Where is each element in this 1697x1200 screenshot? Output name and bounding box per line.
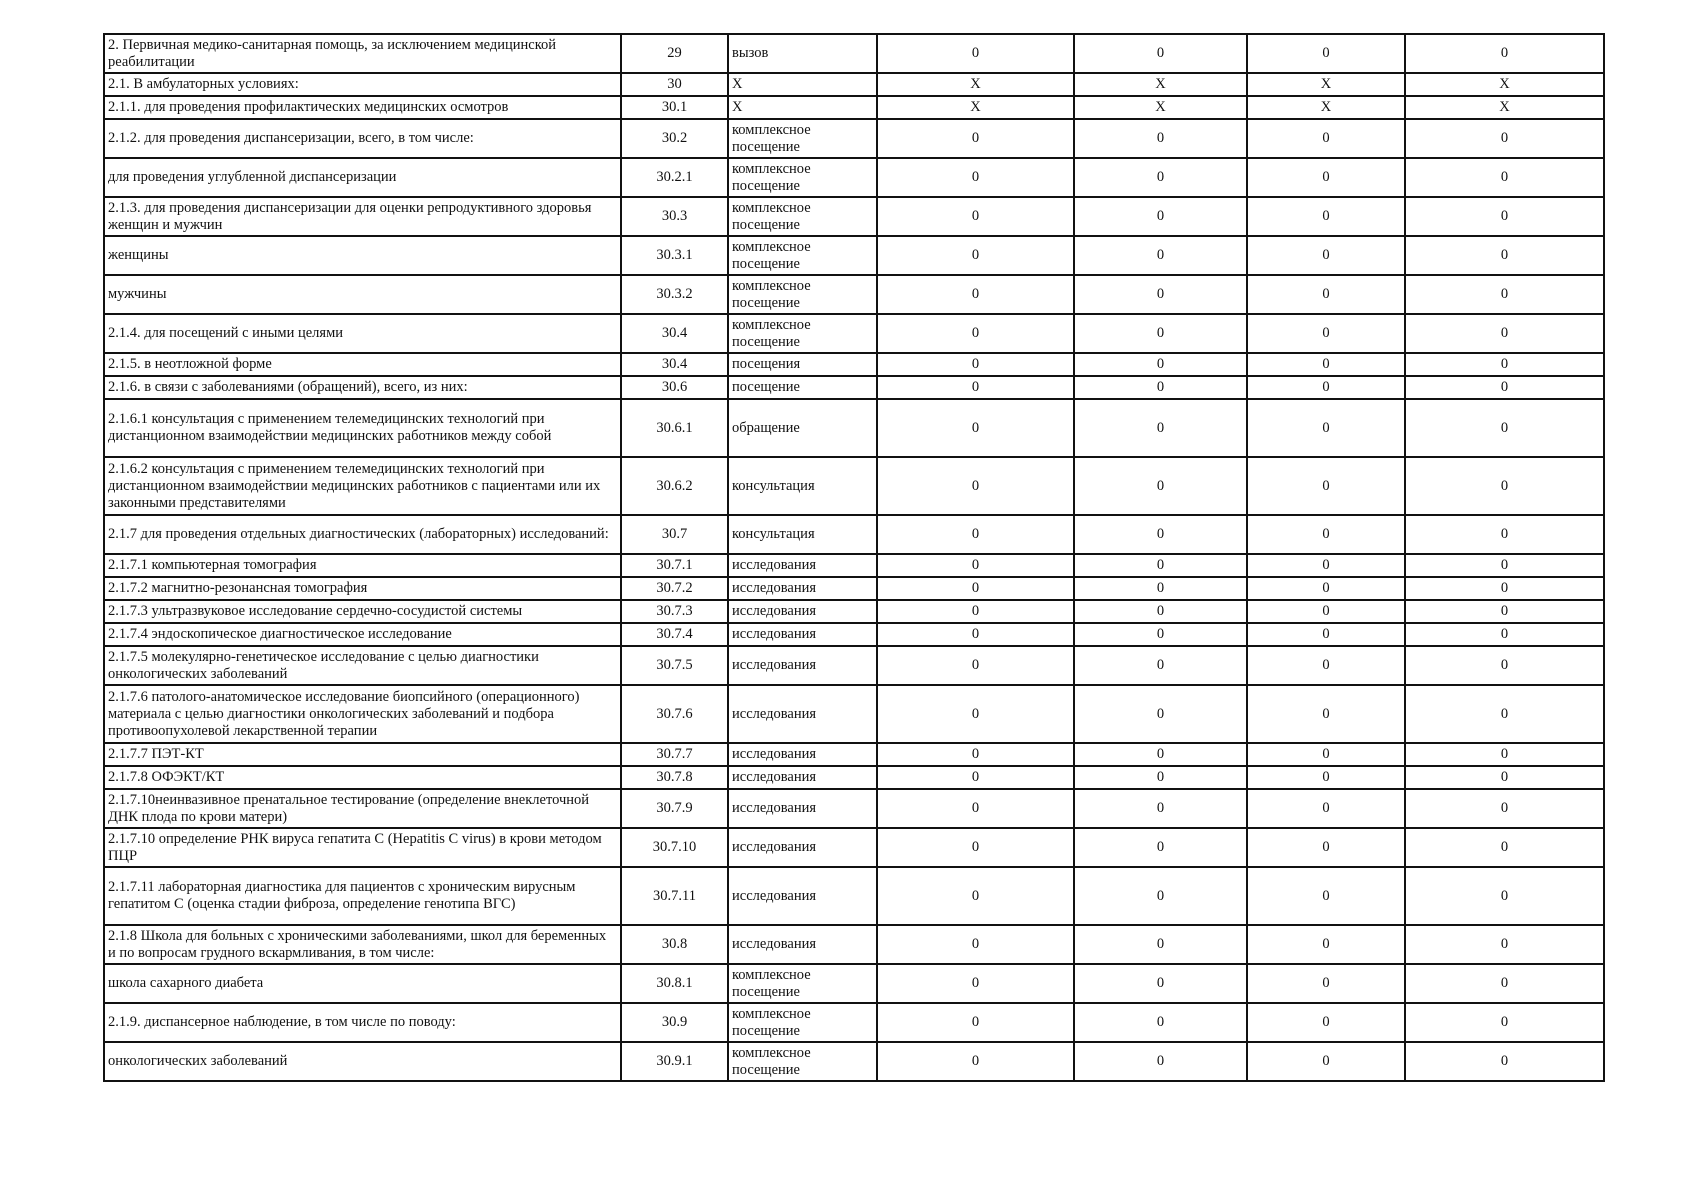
unit-cell: вызов	[728, 34, 877, 73]
value-cell: 0	[1247, 577, 1405, 600]
row-code-cell: 30.4	[621, 314, 728, 353]
value-cell: 0	[1074, 197, 1247, 236]
value-cell: 0	[1247, 158, 1405, 197]
unit-cell: исследования	[728, 554, 877, 577]
value-cell: 0	[1074, 828, 1247, 867]
table-row	[104, 457, 1604, 515]
value-cell: 0	[877, 158, 1074, 197]
value-cell: 0	[1247, 646, 1405, 685]
row-code-cell: 30.7.4	[621, 623, 728, 646]
value-cell: 0	[1405, 685, 1604, 743]
indicator-name-cell: 2.1.7.4 эндоскопическое диагностическое исследование	[104, 623, 621, 646]
value-cell: 0	[1405, 1042, 1604, 1081]
table-row	[104, 623, 1604, 646]
table-row	[104, 789, 1604, 828]
value-cell: 0	[1247, 457, 1405, 515]
indicator-name-cell: 2.1.7.1 компьютерная томография	[104, 554, 621, 577]
row-code-cell: 30.7.5	[621, 646, 728, 685]
value-cell: 0	[1074, 600, 1247, 623]
value-cell: 0	[877, 1042, 1074, 1081]
unit-cell: консультация	[728, 457, 877, 515]
value-cell: 0	[1074, 867, 1247, 925]
value-cell: X	[1405, 96, 1604, 119]
indicator-name-cell: для проведения углубленной диспансеризации	[104, 158, 621, 197]
indicator-name-cell: 2.1.6. в связи с заболеваниями (обращений), всего, из них:	[104, 376, 621, 399]
value-cell: 0	[1405, 457, 1604, 515]
report-table	[103, 33, 1605, 1082]
value-cell: 0	[1405, 119, 1604, 158]
value-cell: 0	[1405, 789, 1604, 828]
unit-cell: комплексное посещение	[728, 1003, 877, 1042]
row-code-cell: 30.7.6	[621, 685, 728, 743]
value-cell: X	[1247, 73, 1405, 96]
row-code-cell: 30.8	[621, 925, 728, 964]
value-cell: 0	[1247, 554, 1405, 577]
value-cell: 0	[877, 457, 1074, 515]
row-code-cell: 30.4	[621, 353, 728, 376]
value-cell: 0	[1405, 275, 1604, 314]
value-cell: 0	[1247, 789, 1405, 828]
value-cell: 0	[1405, 867, 1604, 925]
value-cell: X	[877, 73, 1074, 96]
value-cell: 0	[877, 314, 1074, 353]
row-code-cell: 30.7.11	[621, 867, 728, 925]
value-cell: X	[1405, 73, 1604, 96]
table-row	[104, 766, 1604, 789]
row-code-cell: 30.8.1	[621, 964, 728, 1003]
table-row	[104, 964, 1604, 1003]
row-code-cell: 30.7.7	[621, 743, 728, 766]
value-cell: X	[877, 96, 1074, 119]
row-code-cell: 30.7.10	[621, 828, 728, 867]
value-cell: 0	[1074, 964, 1247, 1003]
unit-cell: посещения	[728, 353, 877, 376]
value-cell: 0	[1247, 685, 1405, 743]
value-cell: 0	[1247, 236, 1405, 275]
value-cell: X	[1074, 73, 1247, 96]
indicator-name-cell: 2. Первичная медико-санитарная помощь, за исключением медицинской реабилитации	[104, 34, 621, 73]
value-cell: 0	[1074, 766, 1247, 789]
value-cell: 0	[1074, 515, 1247, 554]
indicator-name-cell: онкологических заболеваний	[104, 1042, 621, 1081]
unit-cell: обращение	[728, 399, 877, 457]
value-cell: 0	[1405, 314, 1604, 353]
row-code-cell: 30.9.1	[621, 1042, 728, 1081]
indicator-name-cell: 2.1.6.2 консультация с применением телемедицинских технологий при дистанционном взаимодействии медицинских работников с пациентами или их законными представителями	[104, 457, 621, 515]
row-code-cell: 30.6	[621, 376, 728, 399]
table-row	[104, 34, 1604, 73]
unit-cell: исследования	[728, 925, 877, 964]
indicator-name-cell: 2.1.6.1 консультация с применением телемедицинских технологий при дистанционном взаимодействии медицинских работников между собой	[104, 399, 621, 457]
value-cell: 0	[1074, 275, 1247, 314]
unit-cell: исследования	[728, 828, 877, 867]
value-cell: 0	[1247, 1042, 1405, 1081]
value-cell: 0	[1247, 314, 1405, 353]
unit-cell: исследования	[728, 685, 877, 743]
indicator-name-cell: 2.1.7.8 ОФЭКТ/КТ	[104, 766, 621, 789]
table-row	[104, 376, 1604, 399]
value-cell: 0	[1247, 399, 1405, 457]
value-cell: 0	[1074, 457, 1247, 515]
indicator-name-cell: школа сахарного диабета	[104, 964, 621, 1003]
value-cell: 0	[1074, 353, 1247, 376]
value-cell: 0	[1405, 577, 1604, 600]
value-cell: 0	[1247, 743, 1405, 766]
value-cell: 0	[877, 399, 1074, 457]
value-cell: 0	[1074, 1003, 1247, 1042]
unit-cell: исследования	[728, 766, 877, 789]
table-row	[104, 685, 1604, 743]
table-row	[104, 867, 1604, 925]
table-row	[104, 197, 1604, 236]
unit-cell: исследования	[728, 600, 877, 623]
value-cell: 0	[1074, 743, 1247, 766]
value-cell: 0	[877, 964, 1074, 1003]
unit-cell: X	[728, 73, 877, 96]
indicator-name-cell: 2.1.4. для посещений с иными целями	[104, 314, 621, 353]
value-cell: 0	[1405, 353, 1604, 376]
indicator-name-cell: 2.1.1. для проведения профилактических медицинских осмотров	[104, 96, 621, 119]
value-cell: 0	[1405, 828, 1604, 867]
value-cell: 0	[1405, 197, 1604, 236]
row-code-cell: 30.6.2	[621, 457, 728, 515]
table-row	[104, 1042, 1604, 1081]
row-code-cell: 30.7.9	[621, 789, 728, 828]
table-row	[104, 353, 1604, 376]
indicator-name-cell: 2.1. В амбулаторных условиях:	[104, 73, 621, 96]
value-cell: 0	[1247, 766, 1405, 789]
value-cell: 0	[1074, 623, 1247, 646]
unit-cell: исследования	[728, 577, 877, 600]
value-cell: 0	[1247, 275, 1405, 314]
unit-cell: комплексное посещение	[728, 1042, 877, 1081]
value-cell: 0	[1405, 158, 1604, 197]
report-sheet	[103, 33, 1603, 1082]
value-cell: 0	[877, 119, 1074, 158]
value-cell: 0	[1074, 646, 1247, 685]
row-code-cell: 30	[621, 73, 728, 96]
value-cell: 0	[1247, 119, 1405, 158]
row-code-cell: 30.7.1	[621, 554, 728, 577]
unit-cell: комплексное посещение	[728, 119, 877, 158]
value-cell: 0	[877, 554, 1074, 577]
unit-cell: исследования	[728, 623, 877, 646]
indicator-name-cell: 2.1.7.6 патолого-анатомическое исследование биопсийного (операционного) материала с целью диагностики онкологических заболеваний и подбора противоопухолевой лекарственной терапии	[104, 685, 621, 743]
indicator-name-cell: 2.1.3. для проведения диспансеризации для оценки репродуктивного здоровья женщин и мужчин	[104, 197, 621, 236]
indicator-name-cell: 2.1.7.3 ультразвуковое исследование сердечно-сосудистой системы	[104, 600, 621, 623]
value-cell: 0	[1405, 964, 1604, 1003]
table-body	[104, 34, 1604, 1081]
value-cell: 0	[1074, 925, 1247, 964]
table-row	[104, 577, 1604, 600]
value-cell: 0	[1074, 789, 1247, 828]
indicator-name-cell: 2.1.7 для проведения отдельных диагностических (лабораторных) исследований:	[104, 515, 621, 554]
unit-cell: исследования	[728, 789, 877, 828]
indicator-name-cell: 2.1.7.10 определение РНК вируса гепатита С (Hepatitis C virus) в крови методом ПЦР	[104, 828, 621, 867]
value-cell: 0	[1405, 1003, 1604, 1042]
value-cell: 0	[1074, 577, 1247, 600]
row-code-cell: 30.7.8	[621, 766, 728, 789]
value-cell: 0	[1247, 964, 1405, 1003]
value-cell: 0	[877, 646, 1074, 685]
value-cell: 0	[1074, 158, 1247, 197]
value-cell: 0	[1247, 867, 1405, 925]
value-cell: 0	[1247, 925, 1405, 964]
value-cell: 0	[877, 197, 1074, 236]
row-code-cell: 30.6.1	[621, 399, 728, 457]
value-cell: 0	[1247, 34, 1405, 73]
value-cell: 0	[1074, 34, 1247, 73]
value-cell: 0	[877, 623, 1074, 646]
value-cell: 0	[1074, 1042, 1247, 1081]
table-row	[104, 743, 1604, 766]
value-cell: 0	[877, 236, 1074, 275]
indicator-name-cell: 2.1.7.2 магнитно-резонансная томография	[104, 577, 621, 600]
row-code-cell: 30.3.1	[621, 236, 728, 275]
value-cell: 0	[877, 925, 1074, 964]
value-cell: 0	[1405, 925, 1604, 964]
value-cell: 0	[1405, 399, 1604, 457]
unit-cell: X	[728, 96, 877, 119]
value-cell: 0	[877, 353, 1074, 376]
table-row	[104, 314, 1604, 353]
row-code-cell: 30.7	[621, 515, 728, 554]
value-cell: 0	[1405, 34, 1604, 73]
row-code-cell: 30.7.2	[621, 577, 728, 600]
table-row	[104, 236, 1604, 275]
value-cell: 0	[877, 766, 1074, 789]
value-cell: 0	[1405, 623, 1604, 646]
indicator-name-cell: 2.1.7.5 молекулярно-генетическое исследование с целью диагностики онкологических заболеваний	[104, 646, 621, 685]
indicator-name-cell: женщины	[104, 236, 621, 275]
table-row	[104, 554, 1604, 577]
value-cell: 0	[1405, 236, 1604, 275]
unit-cell: исследования	[728, 743, 877, 766]
row-code-cell: 30.3	[621, 197, 728, 236]
table-row	[104, 119, 1604, 158]
value-cell: 0	[1405, 515, 1604, 554]
table-row	[104, 275, 1604, 314]
unit-cell: комплексное посещение	[728, 314, 877, 353]
indicator-name-cell: 2.1.7.11 лабораторная диагностика для пациентов с хроническим вирусным гепатитом С (оценка стадии фиброза, определение генотипа ВГС)	[104, 867, 621, 925]
value-cell: 0	[1074, 399, 1247, 457]
table-row	[104, 158, 1604, 197]
value-cell: 0	[1247, 515, 1405, 554]
value-cell: 0	[877, 828, 1074, 867]
unit-cell: консультация	[728, 515, 877, 554]
unit-cell: посещение	[728, 376, 877, 399]
table-row	[104, 600, 1604, 623]
value-cell: 0	[877, 789, 1074, 828]
value-cell: 0	[877, 1003, 1074, 1042]
value-cell: 0	[1247, 1003, 1405, 1042]
indicator-name-cell: 2.1.7.7 ПЭТ-КТ	[104, 743, 621, 766]
value-cell: 0	[1074, 376, 1247, 399]
indicator-name-cell: 2.1.5. в неотложной форме	[104, 353, 621, 376]
value-cell: 0	[1405, 554, 1604, 577]
indicator-name-cell: 2.1.8 Школа для больных с хроническими заболеваниями, школ для беременных и по вопросам грудного вскармливания, в том числе:	[104, 925, 621, 964]
value-cell: X	[1247, 96, 1405, 119]
table-row	[104, 515, 1604, 554]
row-code-cell: 30.7.3	[621, 600, 728, 623]
value-cell: X	[1074, 96, 1247, 119]
table-row	[104, 399, 1604, 457]
unit-cell: комплексное посещение	[728, 964, 877, 1003]
value-cell: 0	[1405, 646, 1604, 685]
value-cell: 0	[1074, 119, 1247, 158]
indicator-name-cell: 2.1.7.10неинвазивное пренатальное тестирование (определение внеклеточной ДНК плода по крови матери)	[104, 789, 621, 828]
value-cell: 0	[877, 376, 1074, 399]
unit-cell: комплексное посещение	[728, 236, 877, 275]
indicator-name-cell: 2.1.2. для проведения диспансеризации, всего, в том числе:	[104, 119, 621, 158]
indicator-name-cell: мужчины	[104, 275, 621, 314]
value-cell: 0	[1405, 766, 1604, 789]
value-cell: 0	[1247, 600, 1405, 623]
row-code-cell: 30.2.1	[621, 158, 728, 197]
value-cell: 0	[1247, 197, 1405, 236]
unit-cell: комплексное посещение	[728, 275, 877, 314]
value-cell: 0	[877, 577, 1074, 600]
unit-cell: исследования	[728, 867, 877, 925]
value-cell: 0	[877, 867, 1074, 925]
unit-cell: исследования	[728, 646, 877, 685]
row-code-cell: 30.3.2	[621, 275, 728, 314]
unit-cell: комплексное посещение	[728, 158, 877, 197]
value-cell: 0	[1405, 600, 1604, 623]
row-code-cell: 30.1	[621, 96, 728, 119]
value-cell: 0	[1405, 376, 1604, 399]
value-cell: 0	[877, 34, 1074, 73]
row-code-cell: 29	[621, 34, 728, 73]
row-code-cell: 30.9	[621, 1003, 728, 1042]
row-code-cell: 30.2	[621, 119, 728, 158]
value-cell: 0	[877, 600, 1074, 623]
value-cell: 0	[877, 275, 1074, 314]
unit-cell: комплексное посещение	[728, 197, 877, 236]
value-cell: 0	[1247, 376, 1405, 399]
table-row	[104, 96, 1604, 119]
value-cell: 0	[1247, 623, 1405, 646]
value-cell: 0	[1247, 828, 1405, 867]
value-cell: 0	[877, 743, 1074, 766]
table-row	[104, 73, 1604, 96]
indicator-name-cell: 2.1.9. диспансерное наблюдение, в том числе по поводу:	[104, 1003, 621, 1042]
value-cell: 0	[1074, 554, 1247, 577]
value-cell: 0	[1247, 353, 1405, 376]
table-row	[104, 646, 1604, 685]
value-cell: 0	[1074, 236, 1247, 275]
value-cell: 0	[877, 515, 1074, 554]
value-cell: 0	[1405, 743, 1604, 766]
value-cell: 0	[1074, 314, 1247, 353]
table-row	[104, 828, 1604, 867]
value-cell: 0	[1074, 685, 1247, 743]
table-row	[104, 925, 1604, 964]
table-row	[104, 1003, 1604, 1042]
value-cell: 0	[877, 685, 1074, 743]
